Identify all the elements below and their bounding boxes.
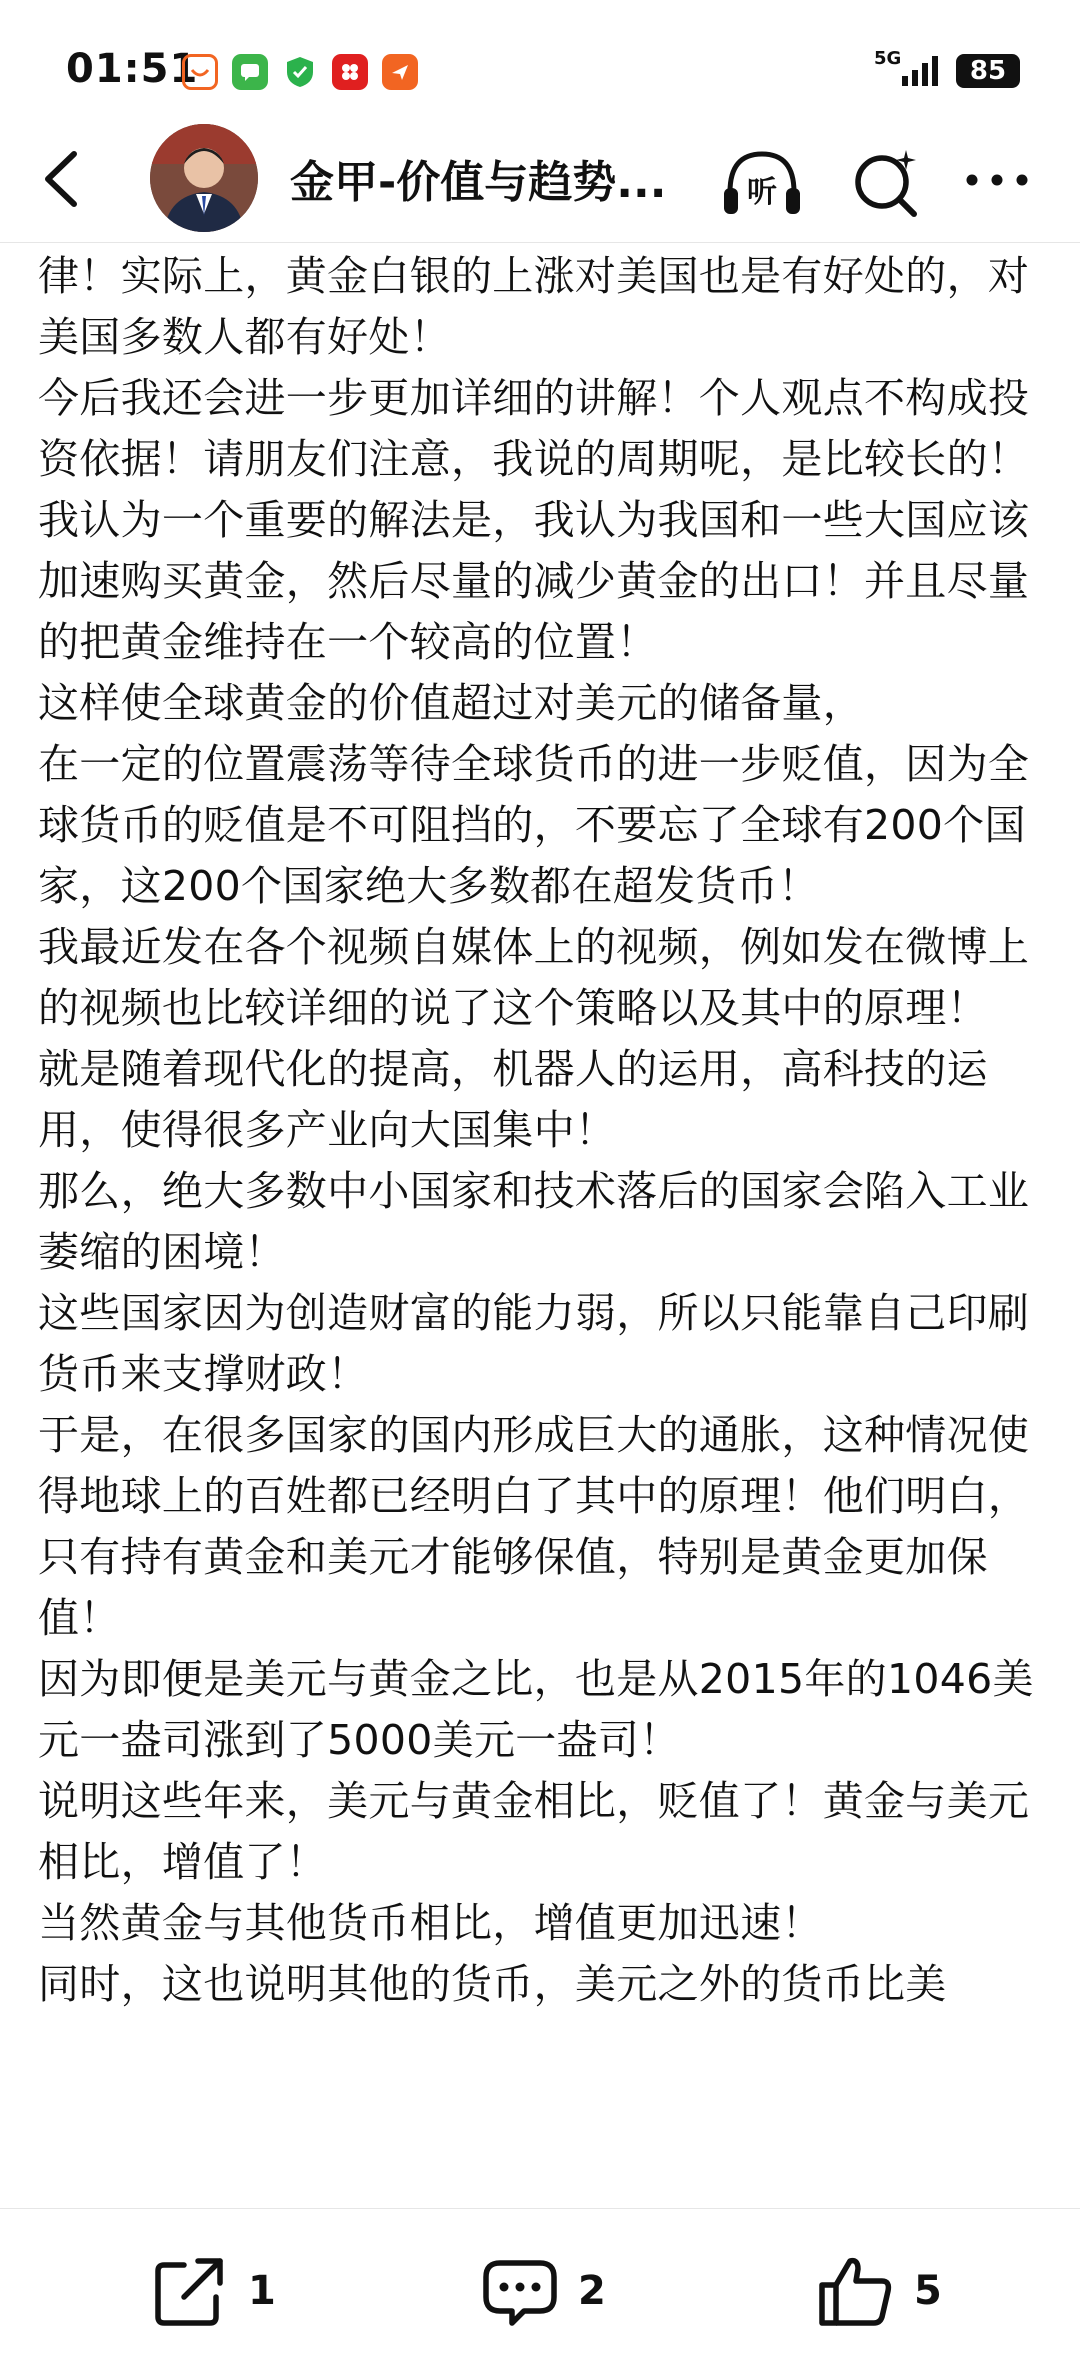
article-paragraph: 律！实际上，黄金白银的上涨对美国也是有好处的，对美国多数人都有好处！: [38, 252, 1030, 361]
bottom-action-bar: [0, 2208, 1080, 2373]
signal-icon: [868, 48, 938, 88]
thumbs-up-icon: [816, 2251, 896, 2331]
like-count: 5: [914, 2268, 942, 2314]
notification-icons: [182, 54, 418, 90]
headphones-icon: [720, 142, 804, 222]
avatar[interactable]: [150, 124, 258, 232]
comment-count: 2: [578, 2268, 606, 2314]
article-paragraph: 今后我还会进一步更加详细的讲解！个人观点不构成投资依据！请朋友们注意，我说的周期呢，是比较长的！: [38, 374, 1030, 483]
chevron-left-icon: [34, 144, 94, 214]
article-paragraph: 那么，绝大多数中小国家和技术落后的国家会陷入工业萎缩的困境！: [38, 1167, 1030, 1276]
more-icon: [962, 160, 1032, 200]
listen-label: 听: [747, 175, 777, 210]
article-paragraph: 这些国家因为创造财富的能力弱，所以只能靠自己印刷货币来支撑财政！: [38, 1289, 1030, 1398]
back-button[interactable]: [34, 144, 94, 214]
article-paragraph: 我认为一个重要的解法是，我认为我国和一些大国应该加速购买黄金，然后尽量的减少黄金的出口！并且尽量的把黄金维持在一个较高的位置！: [38, 496, 1030, 666]
status-bar: [0, 0, 1080, 130]
article-paragraph: 在一定的位置震荡等待全球货币的进一步贬值，因为全球货币的贬值是不可阻挡的，不要忘了全球有200个国家，这200个国家绝大多数都在超发货币！: [38, 740, 1030, 910]
listen-button[interactable]: [720, 142, 804, 222]
search-button[interactable]: [846, 142, 926, 222]
flight-icon: [382, 54, 418, 90]
battery-icon: 85: [956, 54, 1020, 88]
status-time: 01:51: [66, 46, 199, 92]
comment-button[interactable]: [480, 2251, 606, 2331]
page-title[interactable]: 金甲-价值与趋势...: [290, 157, 667, 208]
article-paragraph: 因为即便是美元与黄金之比，也是从2015年的1046美元一盎司涨到了5000美元一盎司！: [38, 1655, 1034, 1764]
didi-icon: [182, 54, 218, 90]
search-icon: [846, 142, 926, 222]
article-paragraph: 于是，在很多国家的国内形成巨大的通胀，这种情况使得地球上的百姓都已经明白了其中的原理！他们明白，只有持有黄金和美元才能够保值，特别是黄金更加保值！: [38, 1411, 1030, 1642]
share-icon: [150, 2251, 230, 2331]
article-body: [38, 246, 1048, 2206]
article-paragraph: 这样使全球黄金的价值超过对美元的储备量，: [38, 679, 864, 727]
wechat-icon: [232, 54, 268, 90]
more-button[interactable]: [962, 160, 1032, 200]
comment-icon: [480, 2251, 560, 2331]
article-paragraph: 当然黄金与其他货币相比，增值更加迅速！: [38, 1899, 823, 1947]
shield-icon: [282, 54, 318, 90]
article-paragraph: 我最近发在各个视频自媒体上的视频，例如发在微博上的视频也比较详细的说了这个策略以及其中的原理！: [38, 923, 1030, 1032]
like-button[interactable]: [816, 2251, 942, 2331]
article-paragraph: 就是随着现代化的提高，机器人的运用，高科技的运用，使得很多产业向大国集中！: [38, 1045, 988, 1154]
network-label: 5G: [874, 48, 902, 69]
article-paragraph: 说明这些年来，美元与黄金相比，贬值了！黄金与美元相比，增值了！: [38, 1777, 1030, 1886]
app-icon: [332, 54, 368, 90]
article-paragraph: 同时，这也说明其他的货币，美元之外的货币比美: [38, 1960, 947, 2008]
share-button[interactable]: [150, 2251, 276, 2331]
system-indicators: [868, 48, 1020, 88]
header: [0, 120, 1080, 243]
share-count: 1: [248, 2268, 276, 2314]
